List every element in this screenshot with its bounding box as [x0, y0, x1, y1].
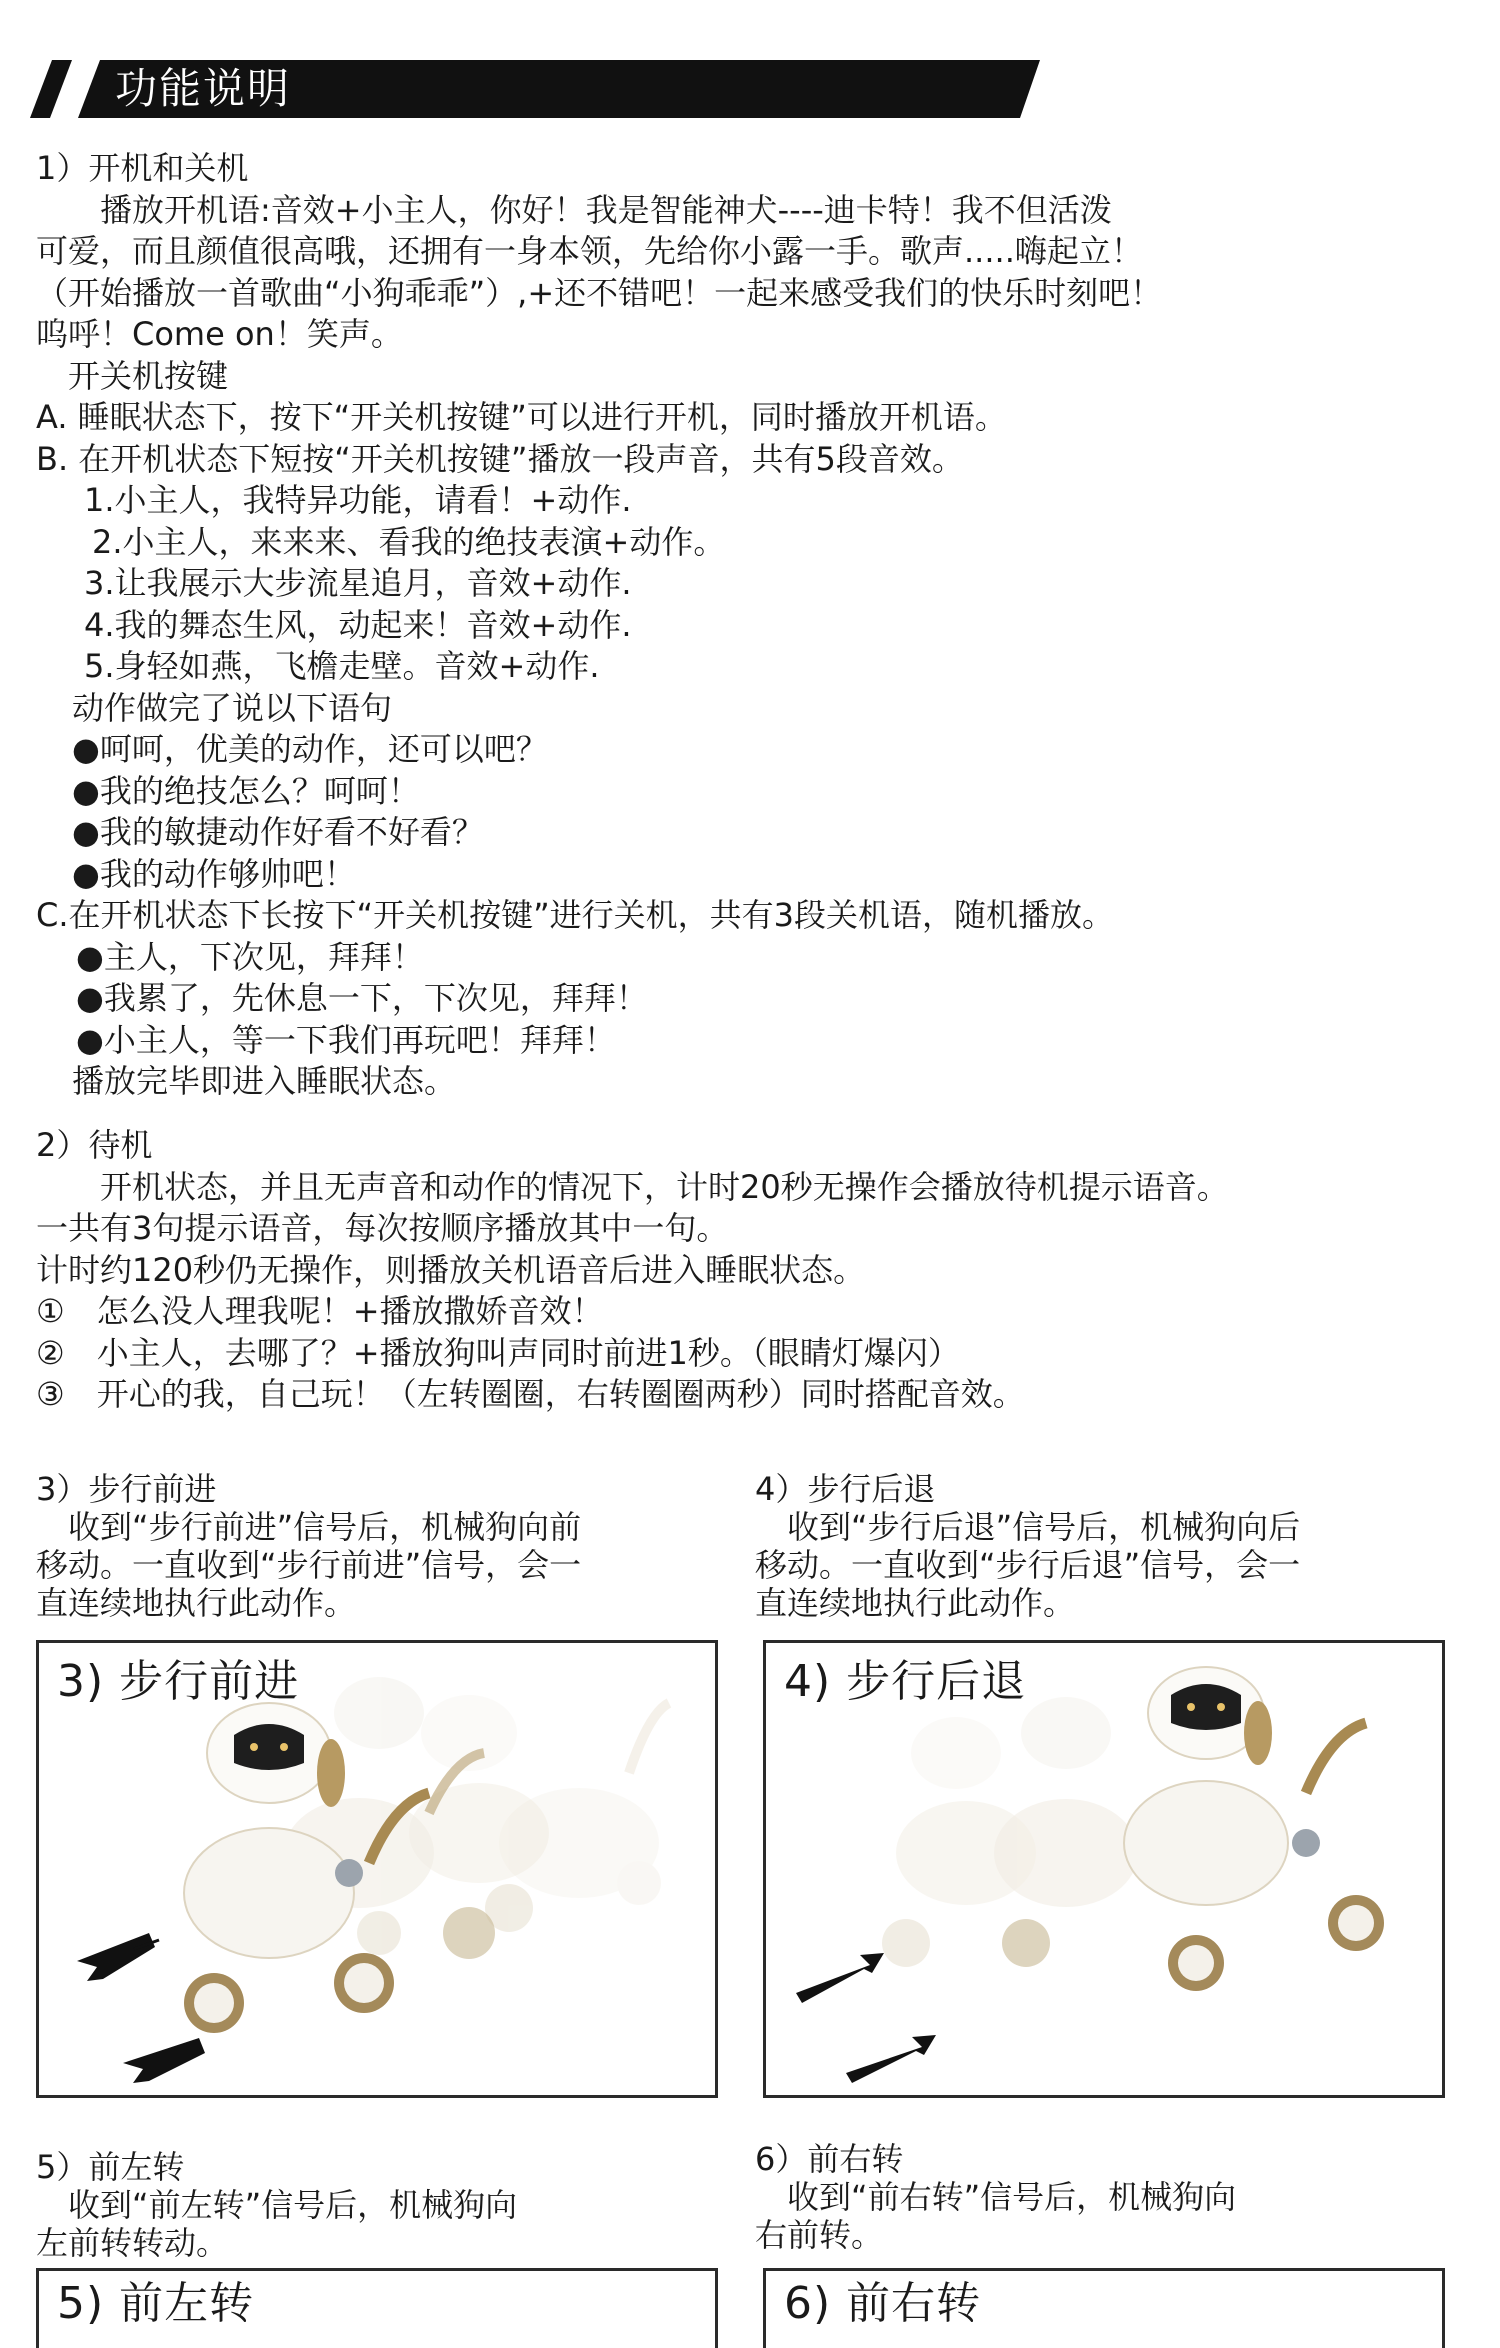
standby-line: 一共有3句提示语音，每次按顺序播放其中一句。 [36, 1209, 729, 1247]
off-phrase-item: ●我累了，先休息一下，下次见，拜拜！ [76, 979, 648, 1017]
panel-title: 6) 前右转 [784, 2278, 982, 2329]
section-banner [30, 60, 1040, 118]
walk-forward-line: 直连续地执行此动作。 [36, 1584, 357, 1622]
panel-turn-right [763, 2268, 1445, 2348]
section-power [36, 148, 1476, 1103]
section-heading: 5）前左转 [36, 2148, 185, 2186]
turn-right-line: 右前转。 [755, 2216, 884, 2254]
standby-line: 开机状态，并且无声音和动作的情况下，计时20秒无操作会播放待机提示语音。 [36, 1167, 1229, 1206]
walk-forward-line: 移动。一直收到“步行前进”信号，会一 [36, 1546, 582, 1584]
section-standby [36, 1125, 1476, 1416]
sound-item: 5.身轻如燕，飞檐走壁。音效+动作. [84, 647, 600, 685]
panel-title-text: 前右转 [846, 2278, 982, 2329]
panel-number: 5 [57, 2278, 86, 2329]
standby-line: ② 小主人，去哪了？+播放狗叫声同时前进1秒。（眼睛灯爆闪） [36, 1333, 960, 1372]
item-b: B. 在开机状态下短按“开关机按键”播放一段声音，共有5段音效。 [36, 439, 964, 478]
turn-right-line: 收到“前右转”信号后，机械狗向 [755, 2178, 1237, 2216]
phrase-item: ●我的敏捷动作好看不好看？ [72, 813, 484, 851]
standby-line: ③ 开心的我，自己玩！（左转圈圈，右转圈圈两秒）同时搭配音效。 [36, 1375, 1025, 1413]
item-c: C.在开机状态下长按下“开关机按键”进行关机，共有3段关机语，随机播放。 [36, 896, 1115, 934]
section-turn-left [36, 2148, 517, 2262]
after-action: 动作做完了说以下语句 [72, 688, 393, 727]
panel-title-text: 步行后退 [846, 1656, 1027, 1707]
walk-backward-line: 移动。一直收到“步行后退”信号，会一 [755, 1546, 1301, 1584]
phrase-item: ●呵呵，优美的动作，还可以吧？ [72, 730, 548, 768]
intro-line: 可爱，而且颜值很高哦，还拥有一身本领，先给你小露一手。歌声.....嗨起立！ [36, 232, 1143, 270]
intro-line: 播放开机语:音效+小主人，你好！我是智能神犬----迪卡特！我不但活泼 [36, 190, 1112, 229]
off-phrase-item: ●小主人，等一下我们再玩吧！拜拜！ [76, 1020, 616, 1059]
section-walk-forward [36, 1470, 581, 1622]
robot-dog-forward-illustration [39, 1643, 715, 2095]
section-walk-backward [755, 1470, 1300, 1622]
turn-left-line: 收到“前左转”信号后，机械狗向 [36, 2186, 518, 2224]
turn-left-line: 左前转转动。 [36, 2224, 229, 2262]
phrase-item: ●我的动作够帅吧！ [72, 854, 356, 893]
panel-title: 3) 步行前进 [57, 1656, 300, 1707]
section-heading: 4）步行后退 [755, 1470, 936, 1508]
section-heading: 3）步行前进 [36, 1470, 217, 1508]
section-turn-right [755, 2140, 1236, 2254]
walk-backward-line: 收到“步行后退”信号后，机械狗向后 [755, 1508, 1301, 1546]
intro-line: 呜呼！Come on！笑声。 [36, 315, 403, 353]
sleep-note: 播放完毕即进入睡眠状态。 [72, 1062, 457, 1100]
sound-item: 2.小主人，来来来、看我的绝技表演+动作。 [92, 522, 726, 561]
sound-item: 4.我的舞态生风，动起来！音效+动作. [84, 605, 632, 644]
panel-walk-backward [763, 1640, 1445, 2098]
panel-title-text: 步行前进 [119, 1656, 300, 1707]
standby-line: 计时约120秒仍无操作，则播放关机语音后进入睡眠状态。 [36, 1250, 866, 1289]
standby-line: ① 怎么没人理我呢！+播放撒娇音效！ [36, 1292, 604, 1330]
sound-item: 3.让我展示大步流星追月，音效+动作. [84, 564, 632, 602]
intro-line: （开始播放一首歌曲“小狗乖乖”）,+还不错吧！一起来感受我们的快乐时刻吧！ [36, 273, 1163, 312]
panel-walk-forward [36, 1640, 718, 2098]
section-heading: 2）待机 [36, 1126, 153, 1164]
sound-item: 1.小主人，我特异功能，请看！+动作. [84, 481, 632, 519]
walk-backward-line: 直连续地执行此动作。 [755, 1584, 1076, 1622]
section-heading: 6）前右转 [755, 2140, 904, 2178]
panel-number: 3 [57, 1656, 86, 1707]
panel-number: 4 [784, 1656, 813, 1707]
banner-title: 功能说明 [115, 64, 292, 113]
section-heading: 1）开机和关机 [36, 149, 249, 187]
key-heading: 开关机按键 [36, 356, 229, 395]
robot-dog-backward-illustration [766, 1643, 1442, 2095]
phrase-item: ●我的绝技怎么？呵呵！ [72, 771, 420, 810]
panel-turn-left [36, 2268, 718, 2348]
panel-number: 6 [784, 2278, 813, 2329]
panel-title-text: 前左转 [119, 2278, 255, 2329]
walk-forward-line: 收到“步行前进”信号后，机械狗向前 [36, 1508, 582, 1546]
panel-title: 5) 前左转 [57, 2278, 255, 2329]
panel-title: 4) 步行后退 [784, 1656, 1027, 1707]
item-a: A. 睡眠状态下，按下“开关机按键”可以进行开机，同时播放开机语。 [36, 398, 1007, 436]
off-phrase-item: ●主人，下次见，拜拜！ [76, 937, 424, 976]
